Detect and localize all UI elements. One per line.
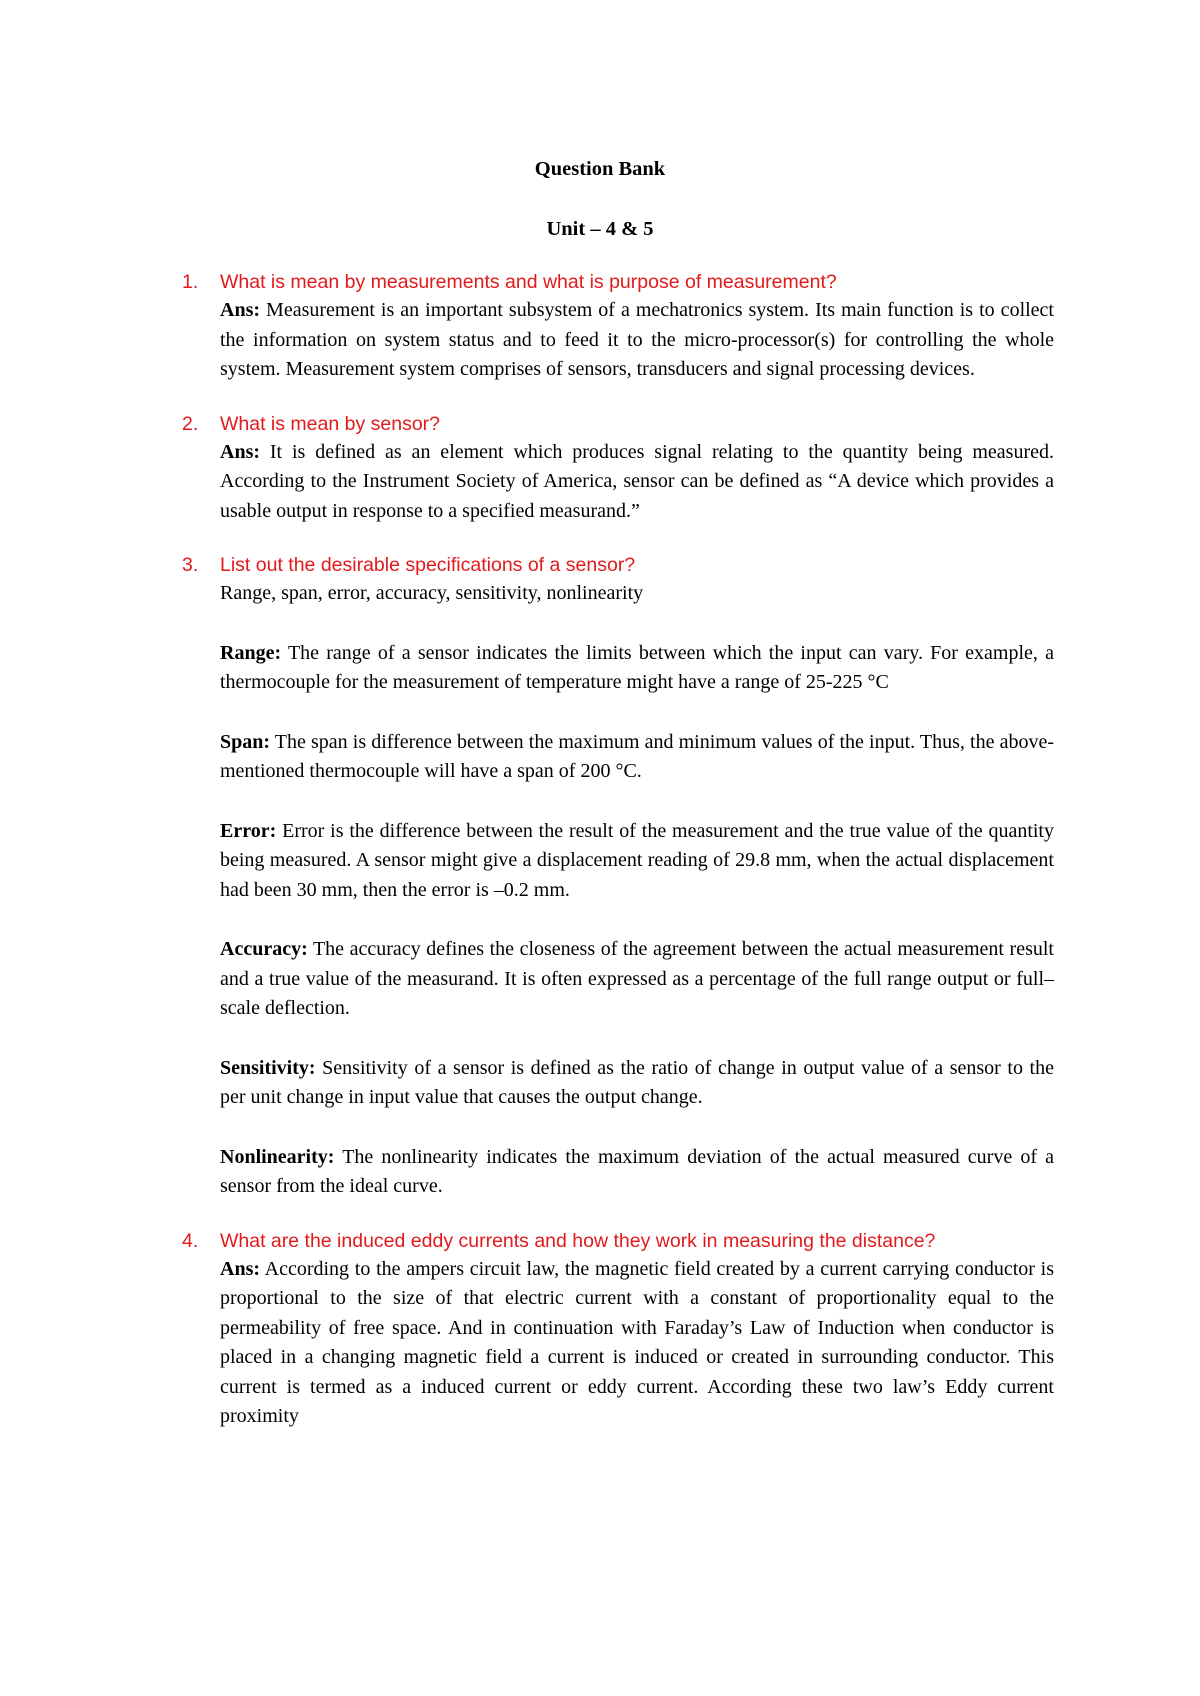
question-number: 3.: [182, 554, 199, 576]
document-title: Question Bank: [534, 158, 666, 180]
term-label: Sensitivity:: [220, 1056, 316, 1079]
specification-list: Range, span, error, accuracy, sensitivity, nonlinearity: [220, 582, 644, 604]
answer-paragraph: [220, 1255, 1054, 1432]
question-item: [182, 410, 1054, 527]
term-range: [220, 639, 1054, 698]
answer-text: It is defined as an element which produces signal relating to the quantity being measured. According to the Instrument Society of America, sensor can be defined as “A device which provides a usable output in response to a specified measurand.”: [220, 440, 1054, 522]
term-label: Accuracy:: [220, 938, 308, 960]
term-text: The span is difference between the maximum and minimum values of the input. Thus, the above-mentioned thermocouple will have a span of 200 °C.: [220, 730, 1054, 782]
answer-text: Measurement is an important subsystem of a mechatronics system. Its main function is to collect the information on system status and to feed it to the micro-processor(s) for controlling the whole system. Measurement system comprises of sensors, transducers and signal processing devices.: [220, 299, 1054, 380]
question-text: What are the induced eddy currents and how they work in measuring the distance?: [220, 1229, 936, 1252]
term-text: Error is the difference between the result of the measurement and the true value of the quantity being measured. A sensor might give a displacement reading of 29.8 mm, when the actual displacement had been 30 mm, then the error is –0.2 mm.: [220, 819, 1054, 901]
term-accuracy: [220, 935, 1054, 1024]
term-error: [220, 817, 1054, 906]
term-text: The nonlinearity indicates the maximum deviation of the actual measured curve of a sensor from the ideal curve.: [220, 1145, 1054, 1197]
term-text: The range of a sensor indicates the limits between which the input can vary. For example, a thermocouple for the measurement of temperature might have a range of 25-225 °C: [220, 641, 1054, 693]
answer-label: Ans:: [220, 1257, 261, 1280]
term-label: Error:: [220, 819, 277, 842]
answer-label: Ans:: [220, 299, 261, 321]
term-label: Span:: [220, 730, 271, 753]
term-sensitivity: [220, 1054, 1054, 1113]
answer-label: Ans:: [220, 440, 261, 463]
answer-text: According to the ampers circuit law, the magnetic field created by a current carrying conductor is proportional to the size of that electric current with a constant of proportionality equal to the permeability of free space. And in continuation with Faraday’s Law of Induction when conductor is placed in a changing magnetic field a current is induced or created in surrounding conductor. This current is termed as a induced current or eddy current. According these two law’s Eddy current proximity: [220, 1257, 1054, 1427]
unit-heading: Unit – 4 & 5: [546, 218, 654, 240]
term-text: Sensitivity of a sensor is defined as the ratio of change in output value of a sensor to the per unit change in input value that causes the output change.: [220, 1056, 1054, 1108]
question-item: [182, 551, 1054, 1202]
question-item: [182, 268, 1054, 385]
term-label: Nonlinearity:: [220, 1145, 335, 1168]
term-span: [220, 728, 1054, 787]
term-label: Range:: [220, 641, 282, 664]
question-number: 1.: [182, 271, 199, 293]
answer-paragraph: [220, 438, 1054, 527]
question-number: 4.: [182, 1229, 199, 1252]
question-text: List out the desirable specifications of a sensor?: [220, 554, 636, 576]
answer-paragraph: [220, 296, 1054, 385]
question-item: [182, 1227, 1054, 1432]
question-text: What is mean by measurements and what is purpose of measurement?: [220, 271, 837, 293]
question-list: [182, 268, 1054, 1432]
question-text: What is mean by sensor?: [220, 412, 441, 435]
question-number: 2.: [182, 412, 199, 435]
term-text: The accuracy defines the closeness of the agreement between the actual measurement result and a true value of the measurand. It is often expressed as a percentage of the full range output or full–scale deflection.: [220, 938, 1054, 1019]
term-nonlinearity: [220, 1143, 1054, 1202]
